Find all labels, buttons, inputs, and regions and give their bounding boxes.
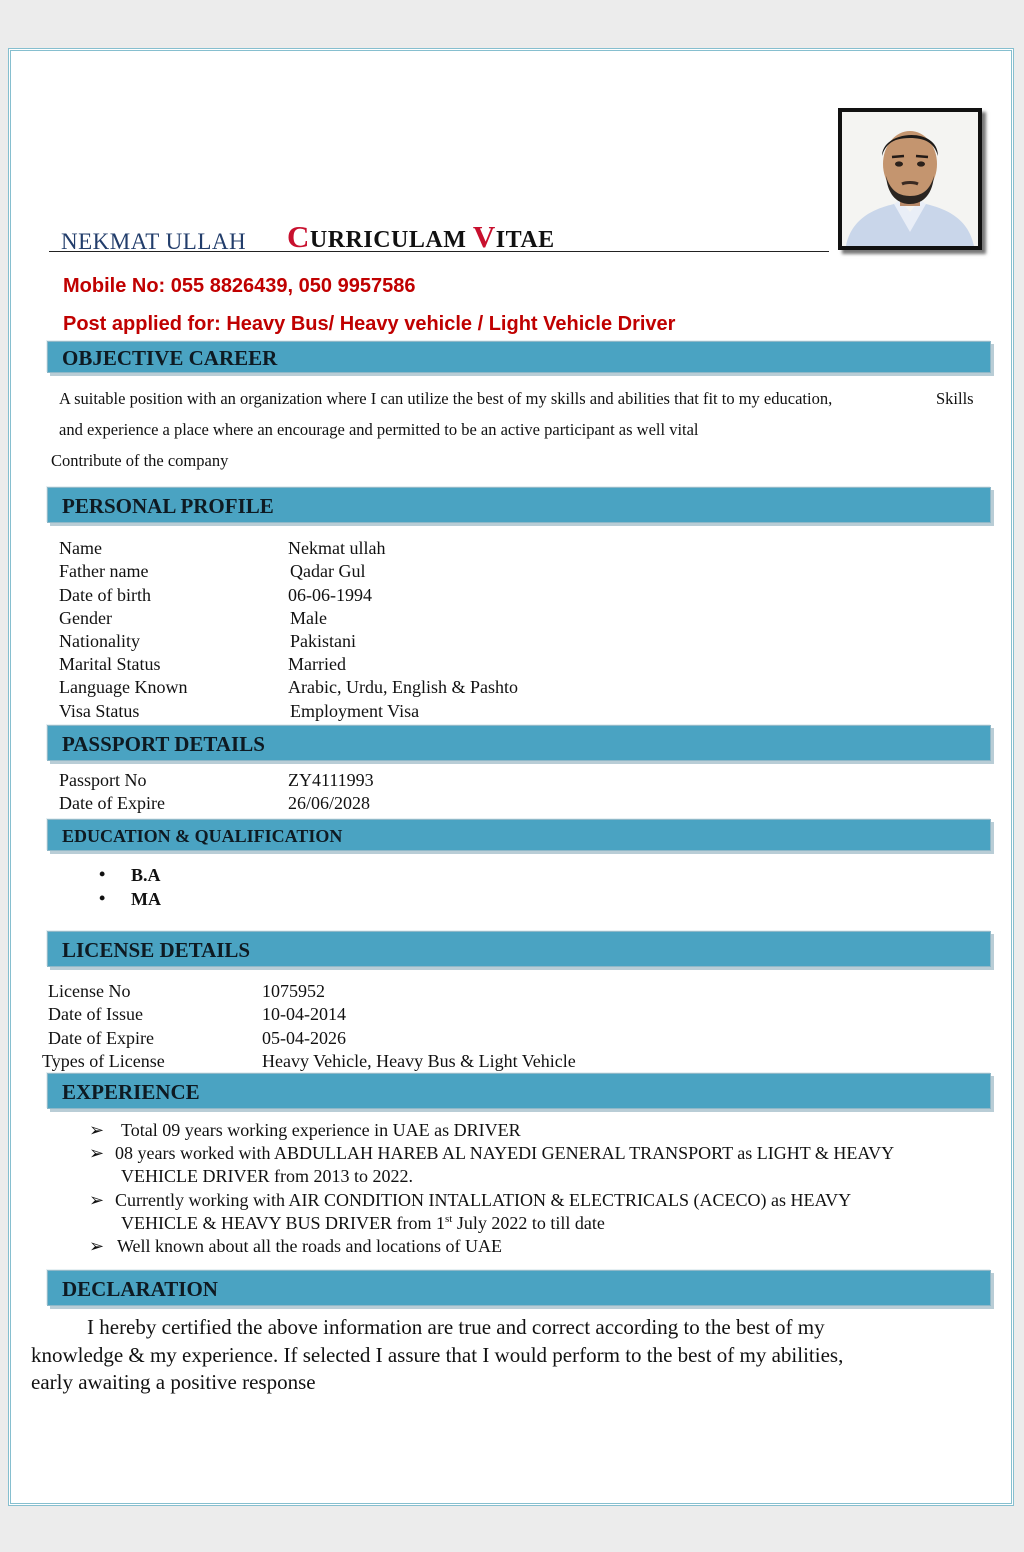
- education-item-ma: MA: [131, 889, 161, 909]
- value-father-name: Qadar Gul: [290, 561, 366, 581]
- label-passport-no: Passport No: [59, 770, 147, 790]
- experience-item-3-line-1: Currently working with AIR CONDITION INTALLATION & ELECTRICALS (ACECO) as HEAVY: [115, 1190, 852, 1210]
- experience-item-2-line-1: 08 years worked with ABDULLAH HAREB AL NAYEDI GENERAL TRANSPORT as LIGHT & HEAVY: [115, 1143, 895, 1163]
- objective-line-1: A suitable position with an organization where I can utilize the best of my skills and abilities that fit to my education,: [59, 389, 833, 408]
- label-license-types: Types of License: [42, 1051, 165, 1071]
- label-gender: Gender: [59, 608, 112, 628]
- label-nationality: Nationality: [59, 631, 140, 651]
- label-license-expire: Date of Expire: [48, 1028, 154, 1048]
- value-nationality: Pakistani: [290, 631, 356, 651]
- value-language: Arabic, Urdu, English & Pashto: [288, 677, 518, 697]
- value-license-issue: 10-04-2014: [262, 1004, 346, 1024]
- experience-item-1: Total 09 years working experience in UAE as DRIVER: [121, 1120, 521, 1140]
- label-visa-status: Visa Status: [59, 701, 140, 721]
- value-license-no: 1075952: [262, 981, 325, 1001]
- value-license-types: Heavy Vehicle, Heavy Bus & Light Vehicle: [262, 1051, 576, 1071]
- page-title: CURRICULAM VITAE: [287, 219, 555, 254]
- cv-page: [8, 48, 1014, 1506]
- profile-photo: [838, 108, 982, 250]
- arrow-bullet-icon: ➢: [89, 1120, 105, 1140]
- label-language: Language Known: [59, 677, 188, 697]
- candidate-name: NEKMAT ULLAH: [61, 229, 247, 254]
- section-passport: PASSPORT DETAILS: [47, 725, 991, 761]
- objective-line-3: Contribute of the company: [51, 451, 229, 470]
- mobile-numbers: Mobile No: 055 8826439, 050 9957586: [63, 275, 416, 297]
- post-applied: Post applied for: Heavy Bus/ Heavy vehicle / Light Vehicle Driver: [63, 313, 676, 335]
- bullet-dot: •: [99, 864, 106, 884]
- arrow-bullet-icon: ➢: [89, 1236, 105, 1256]
- section-license: LICENSE DETAILS: [47, 931, 991, 967]
- value-marital-status: Married: [288, 654, 346, 674]
- label-passport-expire: Date of Expire: [59, 793, 165, 813]
- section-experience: EXPERIENCE: [47, 1073, 991, 1109]
- declaration-line-1: I hereby certified the above information are true and correct according to the best of my: [87, 1315, 825, 1339]
- label-father-name: Father name: [59, 561, 149, 581]
- arrow-bullet-icon: ➢: [89, 1190, 105, 1210]
- section-education: EDUCATION & QUALIFICATION: [47, 819, 991, 851]
- experience-item-4: Well known about all the roads and locations of UAE: [117, 1236, 502, 1256]
- section-personal-profile: PERSONAL PROFILE: [47, 487, 991, 523]
- value-passport-expire: 26/06/2028: [288, 793, 371, 813]
- experience-item-3-line-2: VEHICLE & HEAVY BUS DRIVER from 1st July 2022 to till date: [121, 1213, 605, 1233]
- section-objective: OBJECTIVE CAREER: [47, 341, 991, 373]
- value-visa-status: Employment Visa: [290, 701, 420, 721]
- value-passport-no: ZY4111993: [288, 770, 374, 790]
- label-name: Name: [59, 538, 102, 558]
- label-license-no: License No: [48, 981, 131, 1001]
- label-license-issue: Date of Issue: [48, 1004, 143, 1024]
- label-dob: Date of birth: [59, 585, 151, 605]
- education-item-ba: B.A: [131, 865, 161, 885]
- section-declaration: DECLARATION: [47, 1270, 991, 1306]
- label-marital-status: Marital Status: [59, 654, 161, 674]
- bullet-dot: •: [99, 888, 106, 908]
- value-name: Nekmat ullah: [288, 538, 386, 558]
- objective-line-2: and experience a place where an encourage and permitted to be an active participant as well vital: [59, 420, 699, 439]
- value-dob: 06-06-1994: [288, 585, 372, 605]
- objective-line-1-tail: Skills: [936, 389, 974, 408]
- value-gender: Male: [290, 608, 327, 628]
- value-license-expire: 05-04-2026: [262, 1028, 346, 1048]
- experience-item-2-line-2: VEHICLE DRIVER from 2013 to 2022.: [121, 1166, 413, 1186]
- arrow-bullet-icon: ➢: [89, 1143, 105, 1163]
- declaration-line-2: knowledge & my experience. If selected I assure that I would perform to the best of my abilities,: [31, 1343, 844, 1367]
- declaration-line-3: early awaiting a positive response: [31, 1370, 316, 1394]
